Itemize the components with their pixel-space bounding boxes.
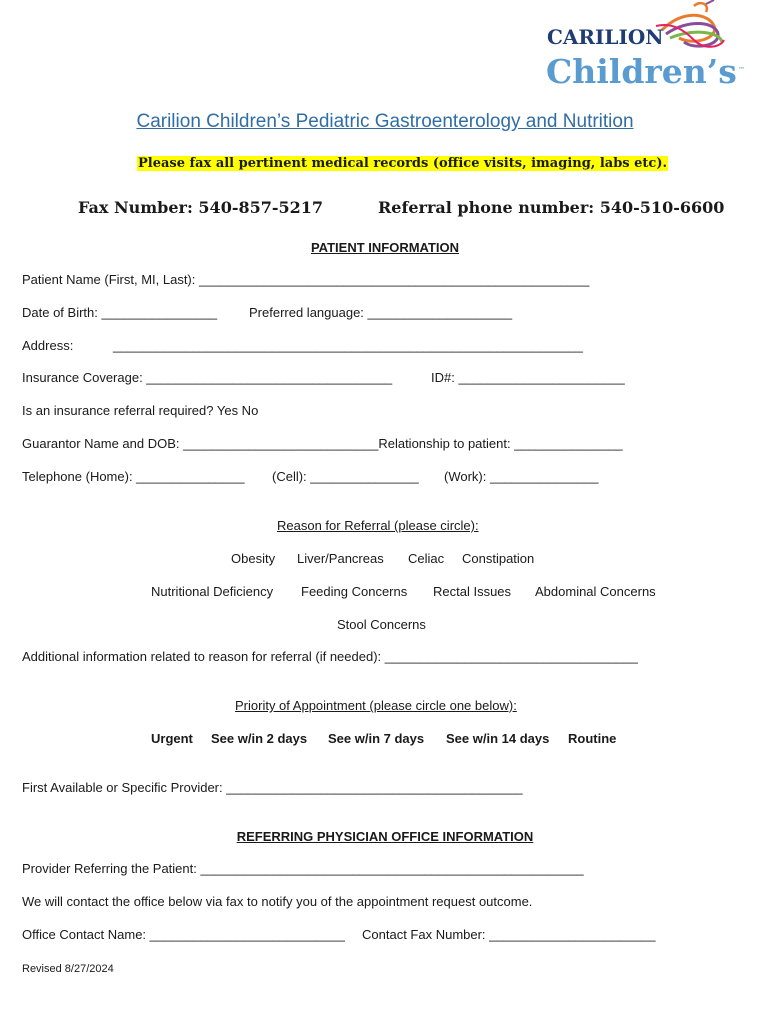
insurance-referral-question: Is an insurance referral required? Yes No [22,403,259,418]
reason-option[interactable]: Abdominal Concerns [535,584,656,599]
address-field[interactable]: _________________________________________________________________ [113,338,583,353]
priority-option[interactable]: See w/in 14 days [446,731,550,746]
revision-date: Revised 8/27/2024 [22,963,114,975]
referral-phone-number: Referral phone number: 540-510-6600 [378,198,725,217]
guarantor-field[interactable]: Guarantor Name and DOB: ___________________________Relationship to patient: _______________ [22,436,623,451]
reason-option[interactable]: Celiac [408,551,445,566]
contact-fax-number-field[interactable]: Contact Fax Number: _______________________ [362,927,656,942]
patient-info-heading: PATIENT INFORMATION [310,240,460,255]
preferred-language-field[interactable]: Preferred language: ____________________ [249,305,513,320]
priority-option[interactable]: See w/in 2 days [211,731,308,746]
reason-option[interactable]: Feeding Concerns [301,584,408,599]
additional-info-field[interactable]: Additional information related to reason for referral (if needed): ___________________________________ [22,649,638,664]
insurance-coverage-field[interactable]: Insurance Coverage: __________________________________ [22,370,393,385]
logo-trademark: ™ [738,66,745,74]
reason-option[interactable]: Nutritional Deficiency [151,584,274,599]
telephone-work-field[interactable]: (Work): _______________ [444,469,599,484]
reason-option[interactable]: Stool Concerns [337,617,426,632]
telephone-home-field[interactable]: Telephone (Home): _______________ [22,469,245,484]
carilion-childrens-logo [544,0,749,92]
patient-name-field[interactable]: Patient Name (First, MI, Last): ______________________________________________________ [22,272,590,287]
physician-info-heading: REFERRING PHYSICIAN OFFICE INFORMATION [236,829,534,844]
reason-option[interactable]: Rectal Issues [433,584,512,599]
fax-number: Fax Number: 540-857-5217 [78,198,324,217]
referring-provider-field[interactable]: Provider Referring the Patient: _____________________________________________________ [22,861,584,876]
insurance-id-field[interactable]: ID#: _______________________ [431,370,625,385]
ribbon-logo-icon [544,0,749,92]
reason-option[interactable]: Liver/Pancreas [297,551,384,566]
address-label: Address: [22,338,74,353]
reason-heading: Reason for Referral (please circle): [277,518,479,533]
dob-field[interactable]: Date of Birth: ________________ [22,305,218,320]
form-title: Carilion Children’s Pediatric Gastroenterology and Nutrition [136,111,634,132]
priority-option[interactable]: See w/in 7 days [328,731,425,746]
logo-line1: CARILION [547,25,664,49]
priority-option[interactable]: Urgent [151,731,193,746]
priority-option[interactable]: Routine [568,731,617,746]
reason-option[interactable]: Obesity [231,551,276,566]
fax-notification-notice: We will contact the office below via fax to notify you of the appointment request outcome. [22,894,533,909]
provider-preference-field[interactable]: First Available or Specific Provider: _________________________________________ [22,780,523,795]
telephone-cell-field[interactable]: (Cell): _______________ [272,469,419,484]
priority-heading: Priority of Appointment (please circle one below): [235,698,517,713]
office-contact-name-field[interactable]: Office Contact Name: ___________________________ [22,927,345,942]
fax-instruction: Please fax all pertinent medical records (office visits, imaging, labs etc). [138,156,668,171]
reason-option[interactable]: Constipation [462,551,535,566]
logo-line2: Children’s [546,52,737,91]
